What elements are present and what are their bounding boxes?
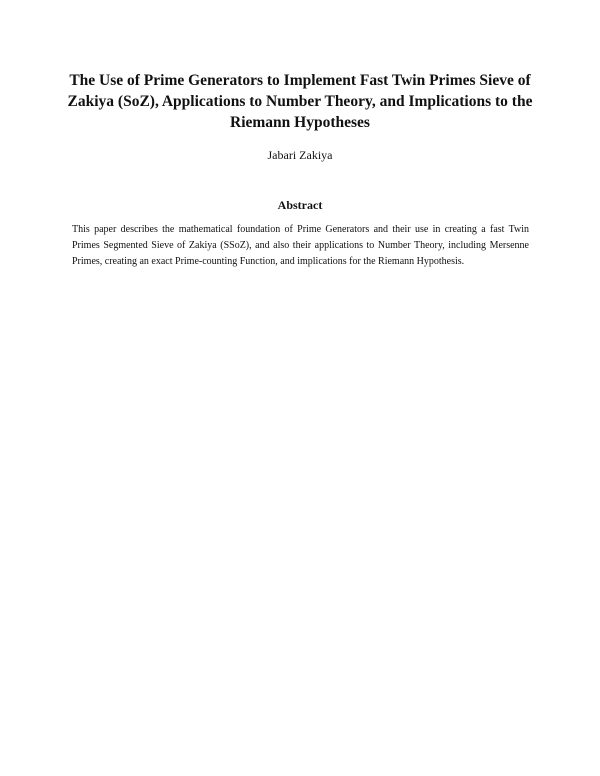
abstract-text: This paper describes the mathematical foundation of Prime Generators and their use in creating a fast Twin Primes Segmented Sieve of Zakiya (SSoZ), and also their applications to Number Theory, including Mersenne Primes, creating an exact Prime-counting Function, and implications for the Riemann Hypothesis. <box>72 224 529 267</box>
author-name: Jabari Zakiya <box>267 148 333 162</box>
paper-title: The Use of Prime Generators to Implement Fast Twin Primes Sieve of Zakiya (SoZ), Applications to Number Theory, and Implications to the Riemann Hypotheses <box>67 72 533 131</box>
abstract-heading: Abstract <box>277 198 323 212</box>
